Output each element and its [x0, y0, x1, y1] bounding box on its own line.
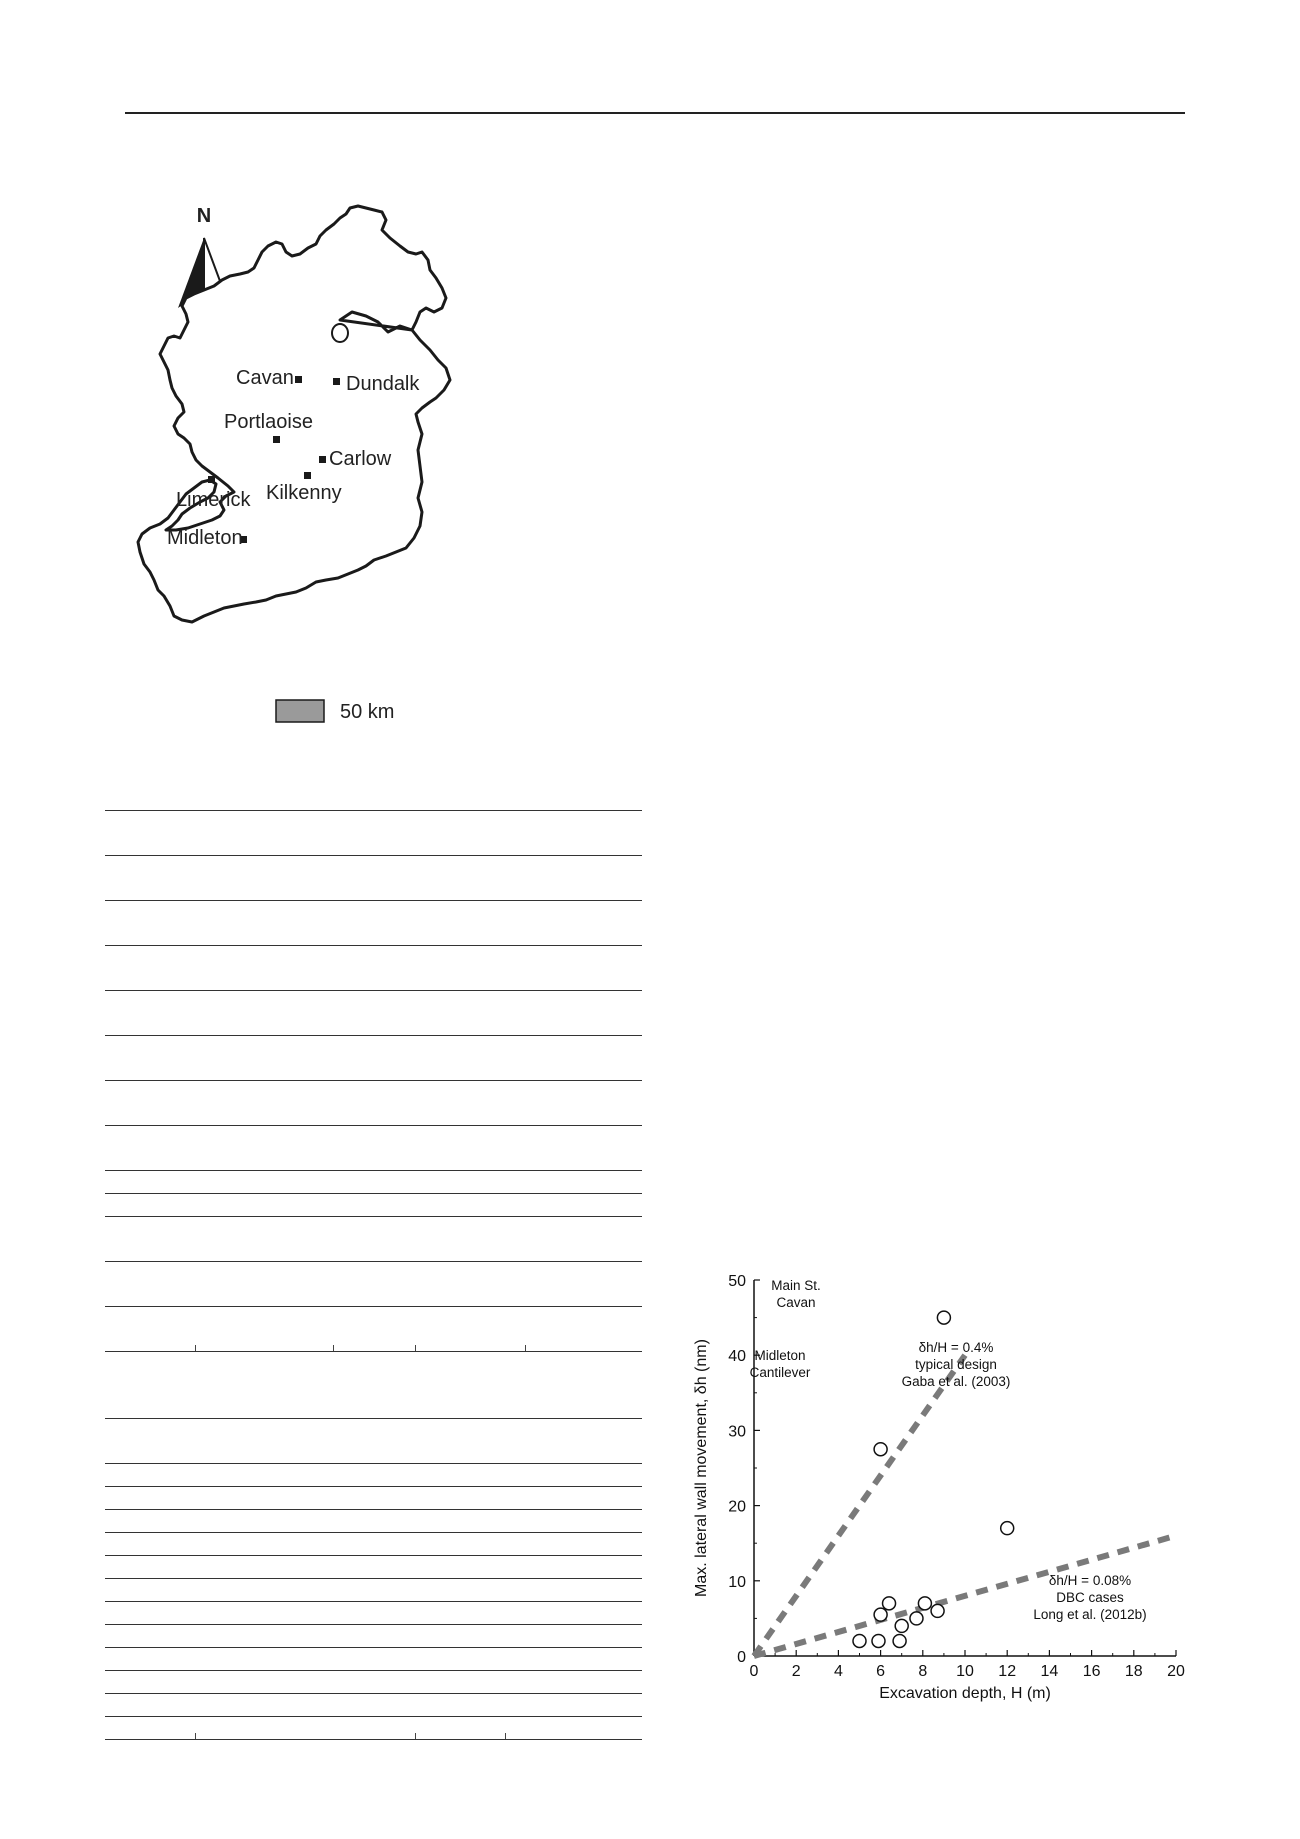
- table-col-tick: [333, 1345, 334, 1351]
- table-rules: [105, 800, 642, 1750]
- table-rule: [105, 1463, 642, 1464]
- table-rule: [105, 1125, 642, 1126]
- table-rule: [105, 1418, 642, 1419]
- town-marker-carlow: [319, 456, 326, 463]
- annotation-0-line: Main St.: [771, 1278, 821, 1293]
- town-marker-dundalk: [333, 378, 340, 385]
- annotation-2-line: Gaba et al. (2003): [901, 1374, 1011, 1389]
- x-tick-label: 20: [1167, 1663, 1185, 1680]
- data-point: [893, 1634, 906, 1647]
- town-marker-cavan: [295, 376, 302, 383]
- lough-neagh: [332, 324, 348, 342]
- table-rule: [105, 1035, 642, 1036]
- y-tick-label: 10: [728, 1573, 746, 1591]
- annotation-0-line: Cavan: [776, 1295, 816, 1310]
- x-tick-label: 14: [1040, 1663, 1059, 1680]
- y-tick-label: 30: [728, 1423, 746, 1441]
- y-tick-label: 20: [728, 1498, 746, 1516]
- x-tick-label: 10: [956, 1663, 974, 1680]
- data-point: [874, 1608, 887, 1621]
- annotation-3-line: δh/H = 0.08%: [1048, 1573, 1132, 1588]
- x-tick-label: 12: [998, 1663, 1017, 1680]
- x-axis-label: Excavation depth, H (m): [879, 1685, 1051, 1702]
- ireland-map-figure: [130, 190, 580, 750]
- y-tick-label: 50: [728, 1273, 746, 1290]
- table-rule: [105, 1624, 642, 1625]
- table-rule: [105, 990, 642, 991]
- chart-annotations: [750, 1278, 1147, 1622]
- town-label-cavan: Cavan: [236, 367, 294, 389]
- x-tick-label: 2: [791, 1663, 801, 1680]
- table-col-tick: [415, 1733, 416, 1739]
- town-label-kilkenny: Kilkenny: [266, 482, 342, 504]
- wall-movement-chart: [690, 1260, 1190, 1720]
- table-rule: [105, 1555, 642, 1556]
- table-col-tick: [195, 1733, 196, 1739]
- town-label-carlow: Carlow: [329, 448, 392, 470]
- north-label: N: [196, 205, 212, 227]
- table-col-tick: [415, 1345, 416, 1351]
- x-tick-label: 18: [1124, 1663, 1143, 1680]
- annotation-2-line: typical design: [915, 1357, 997, 1372]
- scale-label: 50 km: [340, 701, 395, 723]
- table-rule: [105, 1739, 642, 1740]
- x-tick-label: 8: [918, 1663, 928, 1680]
- table-rule: [105, 1693, 642, 1694]
- header-rule: [125, 112, 1185, 114]
- table-rule: [105, 1170, 642, 1171]
- table-col-tick: [195, 1345, 196, 1351]
- data-point: [883, 1597, 896, 1610]
- x-tick-label: 6: [876, 1663, 886, 1680]
- annotation-2-line: δh/H = 0.4%: [918, 1340, 994, 1355]
- data-point: [1001, 1522, 1014, 1535]
- table-rule: [105, 1670, 642, 1671]
- town-label-portlaoise: Portlaoise: [224, 411, 313, 433]
- y-tick-label: 40: [728, 1348, 746, 1366]
- data-point: [895, 1619, 908, 1632]
- data-point: [874, 1443, 887, 1456]
- data-point: [931, 1604, 944, 1617]
- town-marker-portlaoise: [273, 436, 280, 443]
- table-rule: [105, 1532, 642, 1533]
- table-rule: [105, 1351, 642, 1352]
- x-tick-label: 4: [833, 1663, 843, 1680]
- table-rule: [105, 1261, 642, 1262]
- town-label-midleton: Midleton: [167, 527, 243, 549]
- table-col-tick: [505, 1733, 506, 1739]
- annotation-1-line: Cantilever: [749, 1365, 811, 1380]
- x-tick-label: 0: [749, 1663, 759, 1680]
- town-label-limerick: Limerick: [176, 489, 251, 511]
- annotation-3-line: Long et al. (2012b): [1033, 1607, 1147, 1622]
- y-tick-label: 0: [737, 1649, 746, 1666]
- table-rule: [105, 945, 642, 946]
- table-rule: [105, 1216, 642, 1217]
- table-rule: [105, 1080, 642, 1081]
- town-marker-limerick: [208, 476, 215, 483]
- x-tick-label: 16: [1082, 1663, 1101, 1680]
- table-rule: [105, 855, 642, 856]
- table-rule: [105, 1601, 642, 1602]
- annotation-1-line: Midleton: [754, 1348, 806, 1363]
- table-rule: [105, 1509, 642, 1510]
- table-rule: [105, 1193, 642, 1194]
- table-rule: [105, 900, 642, 901]
- table-col-tick: [525, 1345, 526, 1351]
- data-point: [853, 1634, 866, 1647]
- table-rule: [105, 1716, 642, 1717]
- scale-bar: [276, 700, 324, 722]
- table-rule: [105, 1486, 642, 1487]
- data-point: [918, 1597, 931, 1610]
- town-marker-kilkenny: [304, 472, 311, 479]
- data-point: [937, 1311, 950, 1324]
- table-rule: [105, 1647, 642, 1648]
- town-label-dundalk: Dundalk: [346, 373, 420, 395]
- data-point: [910, 1612, 923, 1625]
- annotation-3-line: DBC cases: [1056, 1590, 1124, 1605]
- table-rule: [105, 1578, 642, 1579]
- data-point: [872, 1634, 885, 1647]
- table-rule: [105, 1306, 642, 1307]
- y-axis-label: Max. lateral wall movement, δh (nm): [693, 1339, 710, 1597]
- table-rule: [105, 810, 642, 811]
